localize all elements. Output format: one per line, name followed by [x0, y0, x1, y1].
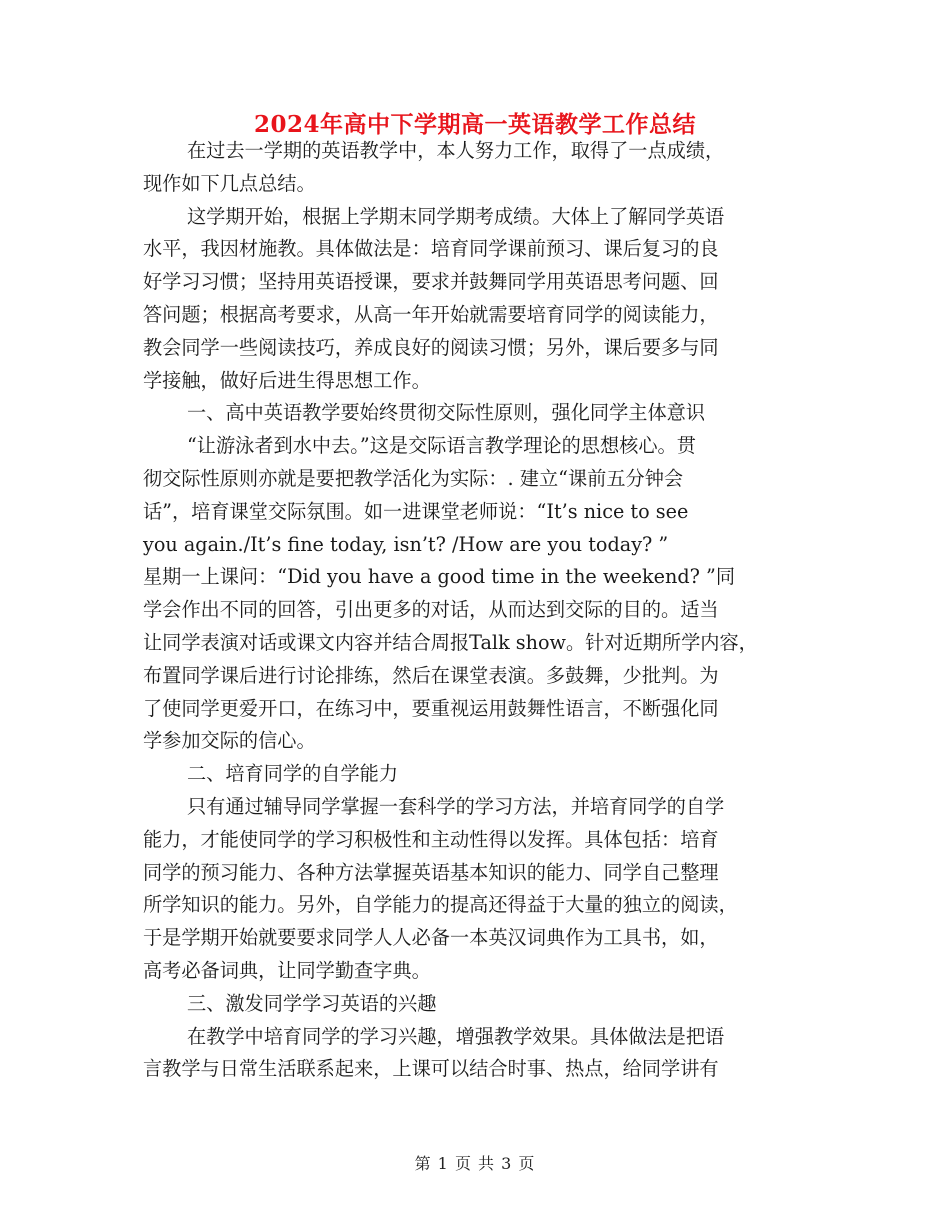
paragraph-line: 所学知识的能力。另外，自学能力的提高还得益于大量的独立的阅读，	[143, 893, 738, 917]
paragraph-line: 在教学中培育同学的学习兴趣，增强教学效果。具体做法是把语	[187, 1024, 725, 1048]
document-body	[143, 135, 815, 1086]
paragraph-line: 学参加交际的信心。	[143, 729, 316, 753]
paragraph-line: 言教学与日常生活联系起来，上课可以结合时事、热点，给同学讲有	[143, 1057, 719, 1081]
paragraph-line: 好学习习惯；坚持用英语授课，要求并鼓舞同学用英语思考问题、回	[143, 270, 719, 294]
paragraph-line: 在过去一学期的英语教学中，本人努力工作，取得了一点成绩，	[187, 139, 725, 162]
paragraph-line: you again./It’s fine today, isn’t? /How are you today? ”	[143, 532, 669, 556]
paragraph-line: “让游泳者到水中去。”这是交际语言教学理论的思想核心。贯	[187, 434, 696, 458]
paragraph-line: 让同学表演对话或课文内容并结合周报Talk show。针对近期所学内容，	[143, 630, 758, 654]
paragraph-line: 答问题；根据高考要求，从高一年开始就需要培育同学的阅读能力，	[143, 302, 719, 326]
section-heading: 三、激发同学学习英语的兴趣	[187, 991, 437, 1015]
paragraph-line: 这学期开始，根据上学期末同学期考成绩。大体上了解同学英语	[187, 204, 725, 228]
paragraph-line: 教会同学一些阅读技巧，养成良好的阅读习惯；另外，课后要多与同	[143, 335, 719, 359]
paragraph-line: 学接触，做好后进生得思想工作。	[143, 368, 431, 392]
paragraph-line: 水平，我因材施教。具体做法是：培育同学课前预习、课后复习的良	[143, 237, 719, 261]
paragraph-line: 只有通过辅导同学掌握一套科学的学习方法，并培育同学的自学	[187, 794, 725, 818]
paragraph-line: 学会作出不同的回答，引出更多的对话，从而达到交际的目的。适当	[143, 598, 719, 622]
paragraph-line: 了使同学更爱开口，在练习中，要重视运用鼓舞性语言，不断强化同	[143, 696, 719, 720]
paragraph-line: 能力，才能使同学的学习积极性和主动性得以发挥。具体包括：培育	[143, 827, 719, 851]
paragraph-line: 高考必备词典，让同学勤查字典。	[143, 958, 431, 982]
paragraph-line: 话”，培育课堂交际氛围。如一进课堂老师说：“It’s nice to see	[143, 499, 689, 523]
section-heading: 一、高中英语教学要始终贯彻交际性原则，强化同学主体意识	[187, 401, 706, 425]
page-number-footer: 第 1 页 共 3 页	[414, 1154, 536, 1173]
paragraph-line: 布置同学课后进行讨论排练，然后在课堂表演。多鼓舞，少批判。为	[143, 663, 719, 687]
paragraph-line: 现作如下几点总结。	[143, 171, 316, 195]
paragraph-line: 彻交际性原则亦就是要把教学活化为实际：. 建立“课前五分钟会	[143, 466, 684, 490]
paragraph-line: 星期一上课问：“Did you have a good time in the weekend? ”同	[143, 565, 736, 589]
section-heading: 二、培育同学的自学能力	[187, 762, 399, 786]
document-title: 2024年高中下学期高一英语教学工作总结	[253, 111, 696, 138]
paragraph-line: 于是学期开始就要要求同学人人必备一本英汉词典作为工具书，如，	[143, 926, 719, 950]
paragraph-line: 同学的预习能力、各种方法掌握英语基本知识的能力、同学自己整理	[143, 860, 719, 884]
